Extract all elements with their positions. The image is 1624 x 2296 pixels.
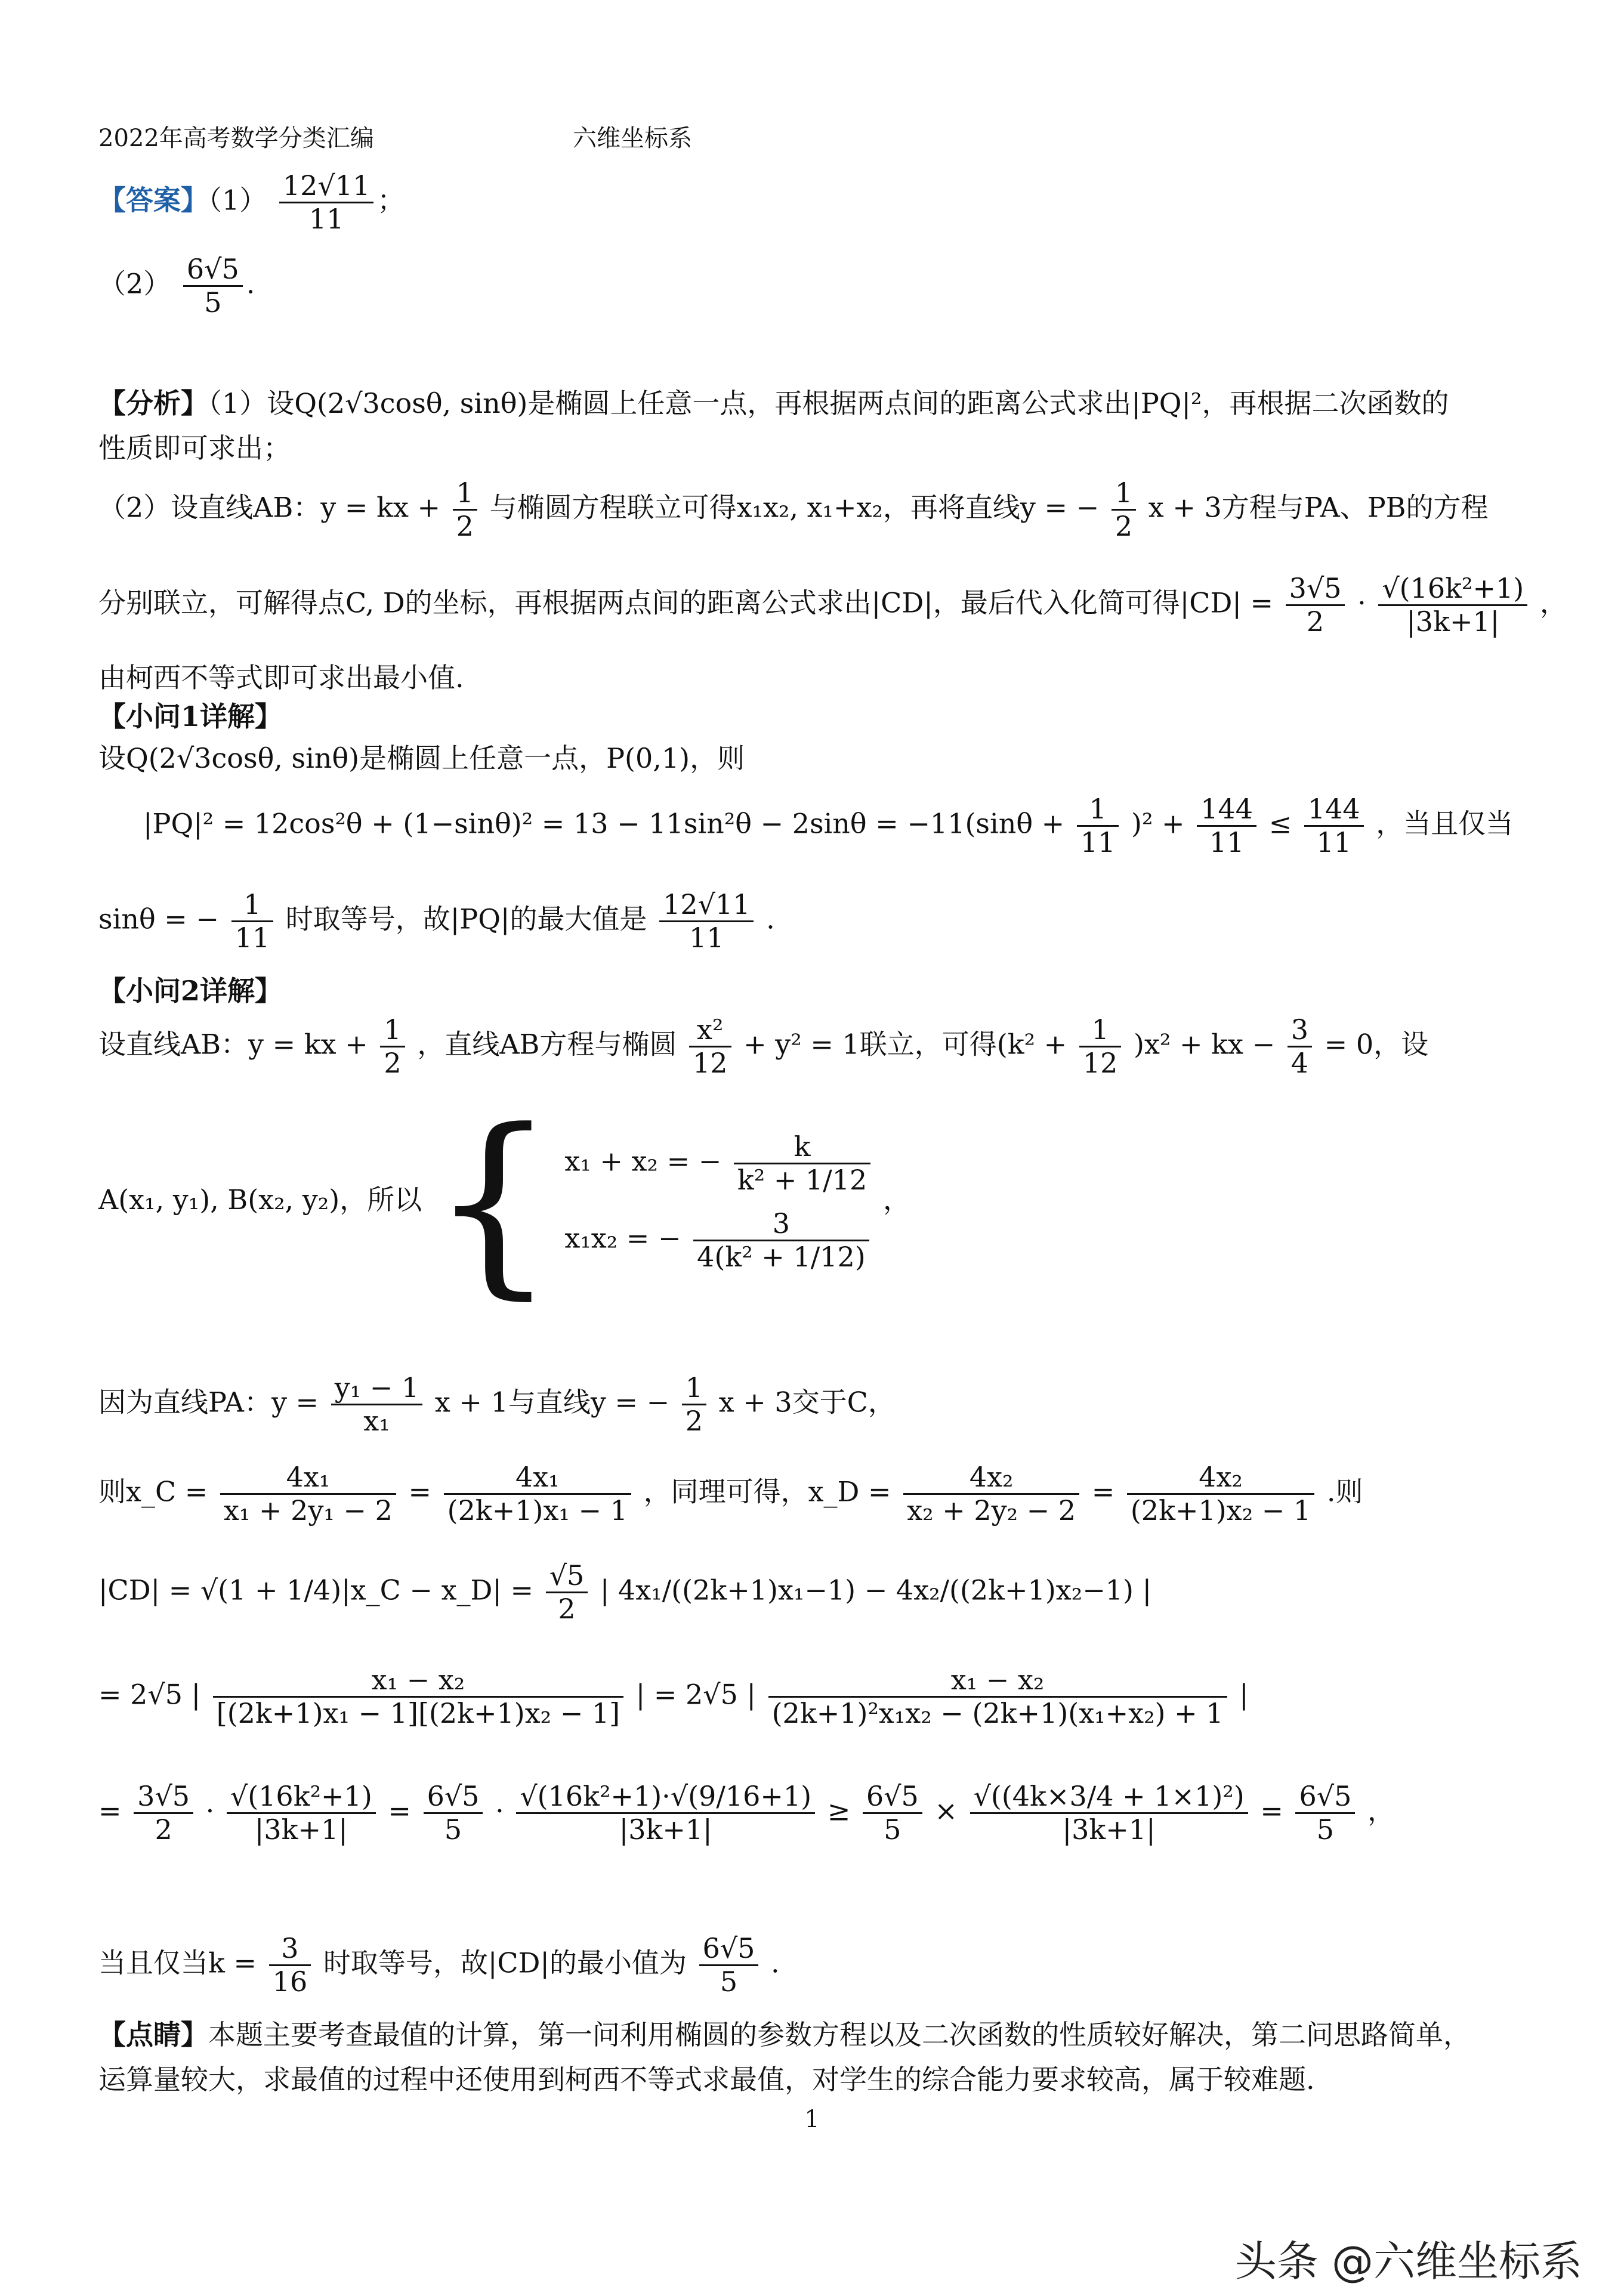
header-left: 2022年高考数学分类汇编 [98, 125, 374, 152]
answer-part-1 [98, 170, 405, 235]
comment-line-1: 【点睛】本题主要考查最值的计算，第一问利用椭圆的参数方程以及二次函数的性质较好解决，第二问思路简单， [98, 2019, 1471, 2051]
analysis-line-4: 分别联立，可解得点C, D的坐标，再根据两点间的距离公式求出|CD|，最后代入化简可得|CD| = $\frac{3√5}{2}$ · $\frac{\text{√(16k²+1)}}{|3k+1|}$ ， [98, 572, 1567, 638]
q2-line-1: 设直线AB：y = kx + $\frac{1}{2}$ ，直线AB方程与椭圆 $\frac{\text{x²}}{12}$ + y² = 1联立，可得(k² + $\frac{1}{12}$ )x² + kx − $\frac{3}{4}$ = 0，设 [98, 1013, 1429, 1079]
q1-line-3: sinθ = − $\frac{1}{11}$ 时取等号，故|PQ|的最大值是 $\frac{12√11}{11}$ . [98, 888, 775, 954]
analysis-line-3: （2）设直线AB：y = kx + $\frac{1}{2}$ 与椭圆方程联立可得x₁x₂, x₁+x₂，再将直线y = − $\frac{1}{2}$ x + 3方程与PA、PB的方程 [98, 477, 1489, 542]
answer-p2-end: . [246, 267, 255, 300]
header-right: 六维坐标系 [573, 125, 692, 152]
answer-p2-label: （2） [98, 267, 171, 300]
q2-line-step: = 2√5 | $\frac{\text{x₁ − x₂}}{\text{[(2k+1)x₁ − 1][(2k+1)x₂ − 1]}}$ | = 2√5 | $\frac{\text{x₁ − x₂}}{\text{(2k+1)²x₁x₂ − (2k+1)(x₁+x₂) + 1}}$ | [98, 1664, 1249, 1729]
q2-line-cd: |CD| = √(1 + 1/4)|x_C − x_D| = $\frac{√5}{2}$ | 4x₁/((2k+1)x₁−1) − 4x₂/((2k+1)x₂−1) | [98, 1559, 1152, 1625]
answer-p2-fraction: $\frac{6√5}{5}$ [183, 254, 243, 319]
analysis-line-2: 性质即可求出； [98, 432, 291, 464]
page-number: 1 [804, 2106, 820, 2133]
analysis-text-1: （1）设Q(2√3cosθ, sinθ)是椭圆上任意一点，再根据两点间的距离公式求出|PQ|²，再根据二次函数的 [208, 387, 1449, 419]
q2-tag: 【小问2详解】 [98, 975, 283, 1007]
q2-line-pa: 因为直线PA：y = $\frac{\text{y₁ − 1}}{\text{x₁}}$ x + 1与直线y = − $\frac{1}{2}$ x + 3交于C， [98, 1371, 896, 1437]
q1-line-1: 设Q(2√3cosθ, sinθ)是椭圆上任意一点，P(0,1)，则 [98, 742, 745, 774]
answer-p1-end: ； [377, 184, 405, 217]
comment-line-2: 运算量较大，求最值的过程中还使用到柯西不等式求最值，对学生的综合能力要求较高，属于较难题. [98, 2063, 1315, 2096]
watermark: 头条 @六维坐标系 [1234, 2237, 1582, 2286]
q2-line-xcxd: 则x_C = $\frac{\text{4x₁}}{\text{x₁ + 2y₁ − 2}}$ = $\frac{\text{4x₁}}{\text{(2k+1)x₁ − 1}}$ ，同理可得，x_D = $\frac{\text{4x₂}}{\text{x₂ + 2y₂ − 2}}$ = $\frac{\text{4x₂}}{\text{(2k+1)x₂ − 1}}$ .则 [98, 1461, 1363, 1526]
q2-line-bound: = $\frac{3√5}{2}$ · $\frac{\text{√(16k²+1)}}{|3k+1|}$ = $\frac{6√5}{5}$ · $\frac{\text{√(16k²+1)·√(9/16+1)}}{|3k+1|}$ ≥ $\frac{6√5}{5}$ × $\frac{\text{√((4k×3/4 + 1×1)²)}}{|3k+1|}$ = $\frac{6√5}{5}$ ， [98, 1780, 1395, 1846]
q1-tag: 【小问1详解】 [98, 700, 283, 733]
q1-line-2: |PQ|² = 12cos²θ + (1−sinθ)² = 13 − 11sin²θ − 2sinθ = −11(sinθ + $\frac{1}{11}$ )² + $\frac{144}{11}$ ≤ $\frac{144}{11}$ ，当且仅当 [143, 793, 1514, 858]
answer-tag: 【答案】 [98, 184, 208, 217]
answer-part-2 [98, 254, 255, 319]
q2-system: A(x₁, y₁), B(x₂, y₂)，所以 { x₁ + x₂ = − $\frac{k}{\text{k² + 1/12}}$ x₁x₂ = − $\frac{3}{\text{4(k² + 1/12)}}$ ， [98, 1087, 910, 1317]
answer-p1-fraction: $\frac{12√11}{11}$ [279, 170, 373, 235]
comment-tag: 【点睛】 [98, 2019, 208, 2051]
answer-p1-label: （1） [208, 184, 267, 217]
analysis-line-5: 由柯西不等式即可求出最小值. [98, 662, 464, 694]
q2-line-min: 当且仅当k = $\frac{3}{16}$ 时取等号，故|CD|的最小值为 $\frac{6√5}{5}$ . [98, 1932, 780, 1998]
analysis-tag: 【分析】 [98, 387, 208, 419]
analysis-line-1 [98, 382, 1449, 421]
